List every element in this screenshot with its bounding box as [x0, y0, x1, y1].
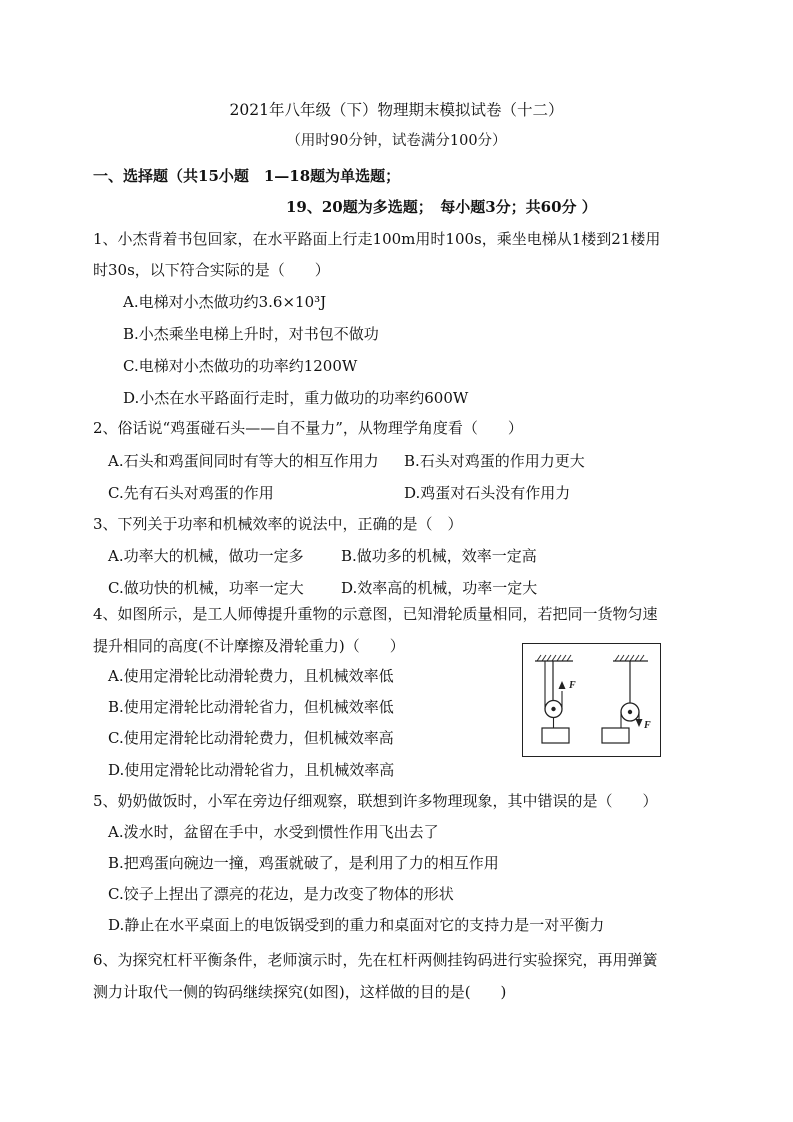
question-text: 提升相同的高度(不计摩擦及滑轮重力)（ ） — [93, 637, 405, 655]
question-text: 3、下列关于功率和机械效率的说法中，正确的是（ ） — [93, 515, 463, 533]
option-b: B.做功多的机械，效率一定高 — [341, 547, 537, 565]
option-b: B.使用定滑轮比动滑轮省力，但机械效率低 — [108, 698, 394, 716]
question-text: 测力计取代一侧的钩码继续探究(如图)，这样做的目的是( ) — [93, 983, 507, 1001]
option-d: D.静止在水平桌面上的电饭锅受到的重力和桌面对它的支持力是一对平衡力 — [108, 916, 605, 934]
option-d: D.使用定滑轮比动滑轮省力，且机械效率高 — [108, 761, 395, 779]
option-d: D.鸡蛋对石头没有作用力 — [404, 484, 571, 502]
exam-title: 2021年八年级（下）物理期末模拟试卷（十二） — [229, 101, 564, 119]
question-text: 时30s，以下符合实际的是（ ） — [93, 261, 330, 279]
option-a: A.石头和鸡蛋间同时有等大的相互作用力 — [108, 452, 379, 470]
option-d: D.小杰在水平路面行走时，重力做功的功率约600W — [123, 389, 469, 407]
option-c: C.使用定滑轮比动滑轮费力，但机械效率高 — [108, 729, 394, 747]
option-b: B.把鸡蛋向碗边一撞，鸡蛋就破了，是利用了力的相互作用 — [108, 854, 499, 872]
force-label-left: F — [569, 680, 576, 691]
section-heading-line2: 19、20题为多选题； 每小题3分；共60分 ） — [286, 198, 597, 216]
question-text: 1、小杰背着书包回家，在水平路面上行走100m用时100s，乘坐电梯从1楼到21楼用 — [93, 230, 661, 248]
exam-subtitle: （用时90分钟，试卷满分100分） — [286, 133, 507, 149]
option-b: B.石头对鸡蛋的作用力更大 — [404, 452, 585, 470]
option-c: C.饺子上捏出了漂亮的花边，是力改变了物体的形状 — [108, 885, 454, 903]
pulley-diagram — [522, 643, 661, 757]
option-a: A.使用定滑轮比动滑轮费力，且机械效率低 — [108, 667, 394, 685]
question-text: 6、为探究杠杆平衡条件，老师演示时，先在杠杆两侧挂钩码进行实验探究，再用弹簧 — [93, 951, 658, 969]
option-c: C.先有石头对鸡蛋的作用 — [108, 484, 274, 502]
option-d: D.效率高的机械，功率一定大 — [341, 579, 538, 597]
option-c: C.电梯对小杰做功的功率约1200W — [123, 357, 358, 375]
option-a: A.泼水时，盆留在手中，水受到惯性作用飞出去了 — [108, 823, 439, 841]
question-text: 2、俗话说“鸡蛋碰石头——自不量力”，从物理学角度看（ ） — [93, 419, 523, 437]
section-heading-line1: 一、选择题（共15小题 1—18题为单选题； — [93, 167, 401, 185]
option-a: A.功率大的机械，做功一定多 — [108, 547, 304, 565]
option-c: C.做功快的机械，功率一定大 — [108, 579, 304, 597]
question-text: 4、如图所示，是工人师傅提升重物的示意图，已知滑轮质量相同，若把同一货物匀速 — [93, 605, 658, 623]
option-a: A.电梯对小杰做功约3.6×10³J — [123, 293, 327, 311]
force-label-right: F — [644, 720, 651, 731]
question-text: 5、奶奶做饭时，小军在旁边仔细观察，联想到许多物理现象，其中错误的是（ ） — [93, 792, 658, 810]
option-b: B.小杰乘坐电梯上升时，对书包不做功 — [123, 325, 379, 343]
